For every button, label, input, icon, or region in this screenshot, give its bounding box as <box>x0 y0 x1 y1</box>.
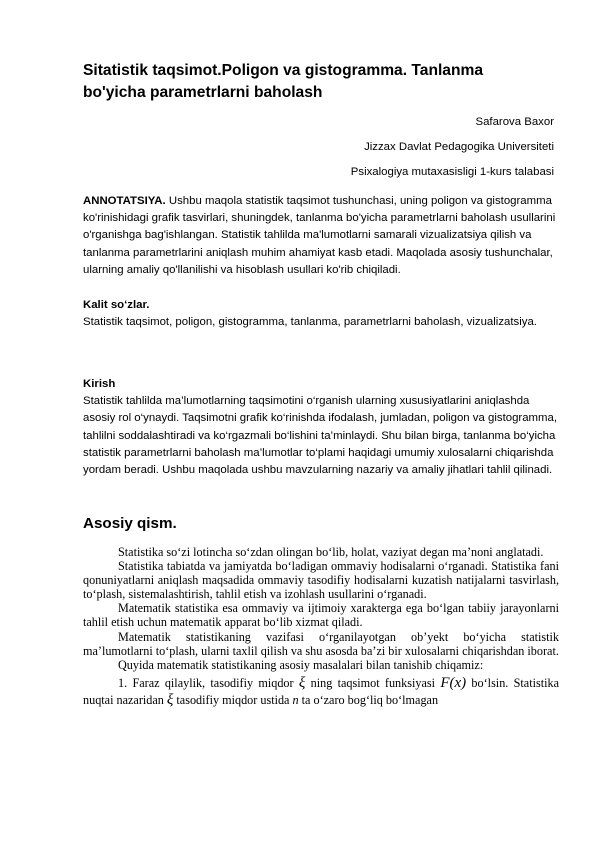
author-program: Psixalogiya mutaxasisligi 1-kurs talabasi <box>350 166 554 178</box>
paragraph-4: Matematik statistikaning vazifasi o‘rganilayotgan ob’yekt bo‘yicha statistik ma’lumotlarni to‘plash, ularni taxlil qilish va shu asosda ba’zi bir xulosalarni chiqarishdan iborat. <box>83 629 559 658</box>
author-name: Safarova Baxor <box>475 116 554 128</box>
paragraph-3: Matematik statistika esa ommaviy va ijtimoiy xarakterga ega bo‘lgan tabiiy jarayonlarni tahlil etish uchun matematik apparat bo‘lib xizmat qiladi. <box>83 601 559 630</box>
main-heading: Asosiy qism. <box>83 515 177 532</box>
article-title <box>83 60 523 104</box>
annotation-text: Ushbu maqola statistik taqsimot tushunchasi, uning poligon va gistogramma ko'rinishidagi grafik tasvirlari, shuningdek, tanlanma bo'yicha parametrlarni baholash usullarini o'rganishga bag'ishlangan. Statistik tahlilda ma'lumotlarni samarali vizualizatsiya qilish va tanlanma parametrlarini aniqlash muhim ahamiyat kasb etadi. Maqolada asosiy tushunchalar, ularning amaliy qo'llanilishi va hisoblash usullari ko'rib chiqiladi. <box>83 195 556 276</box>
xi-symbol: ξ <box>298 674 306 691</box>
keywords-text: Statistik taqsimot, poligon, gistogramma, tanlanma, parametrlarni baholash, vizualizatsiya. <box>83 316 537 329</box>
paragraph-1: Statistika so‘zi lotincha so‘zdan olingan bo‘lib, holat, vaziyat degan ma’noni anglatadi. <box>118 545 544 559</box>
paragraph-6: 1. Faraz qilaylik, tasodifiy miqdor ξ ning taqsimot funksiyasi F(x) bo‘lsin. Statistika nuqtai nazaridan ξ tasodifiy miqdor ustida n ta o‘zaro bog‘liq bo‘lmagan <box>83 674 560 708</box>
keywords-section <box>83 297 558 331</box>
intro-label: Kirish <box>83 378 116 390</box>
author-university: Jizzax Davlat Pedagogika Universiteti <box>364 141 554 153</box>
main-body <box>83 545 559 709</box>
xi-symbol: ξ <box>166 691 174 708</box>
keywords-label: Kalit so‘zlar. <box>83 299 150 311</box>
title-line-1: Sitatistik taqsimot.Poligon va gistogramma. Tanlanma <box>83 62 484 79</box>
paragraph-5: Quyida matematik statistikaning asosiy masalalari bilan tanishib chiqamiz: <box>118 657 484 672</box>
annotation-label: ANNOTATSIYA. <box>83 195 166 207</box>
annotation-paragraph <box>83 193 558 279</box>
title-line-2: bo'yicha parametrlarni baholash <box>83 84 323 101</box>
distribution-function: F(x) <box>440 674 467 691</box>
n-variable: n <box>292 692 299 707</box>
intro-text: Statistik tahlilda ma’lumotlarning taqsimotini o‘rganish ularning xususiyatlarini aniqlashda asosiy rol o‘ynaydi. Taqsimotni grafik ko‘rinishda ifodalash, jumladan, poligon va gistogramma, tahlilni soddalashtiradi va ko‘rgazmali bo‘lishini ta’minlaydi. Shu bilan birga, tanlanma bo‘yicha statistik parametrlarni baholash ma’lumotlar to‘plami haqidagi umumiy xulosalarni chiqarishda yordam beradi. Ushbu maqolada ushbu mavzularning nazariy va amaliy jihatlari tahlil qilinadi. <box>83 395 558 477</box>
paragraph-2: Statistika tabiatda va jamiyatda bo‘ladigan ommaviy hodisalarni o‘rganadi. Statistika fani qonuniyatlarni aniqlash maqsadida ommaviy tasodifiy hodisalarni kuzatish natijalarni tasvirlash, to‘plash, sistemalashtirish, tahlil etish va izohlash usullarini o‘rganadi. <box>83 559 559 602</box>
intro-section <box>83 376 558 479</box>
